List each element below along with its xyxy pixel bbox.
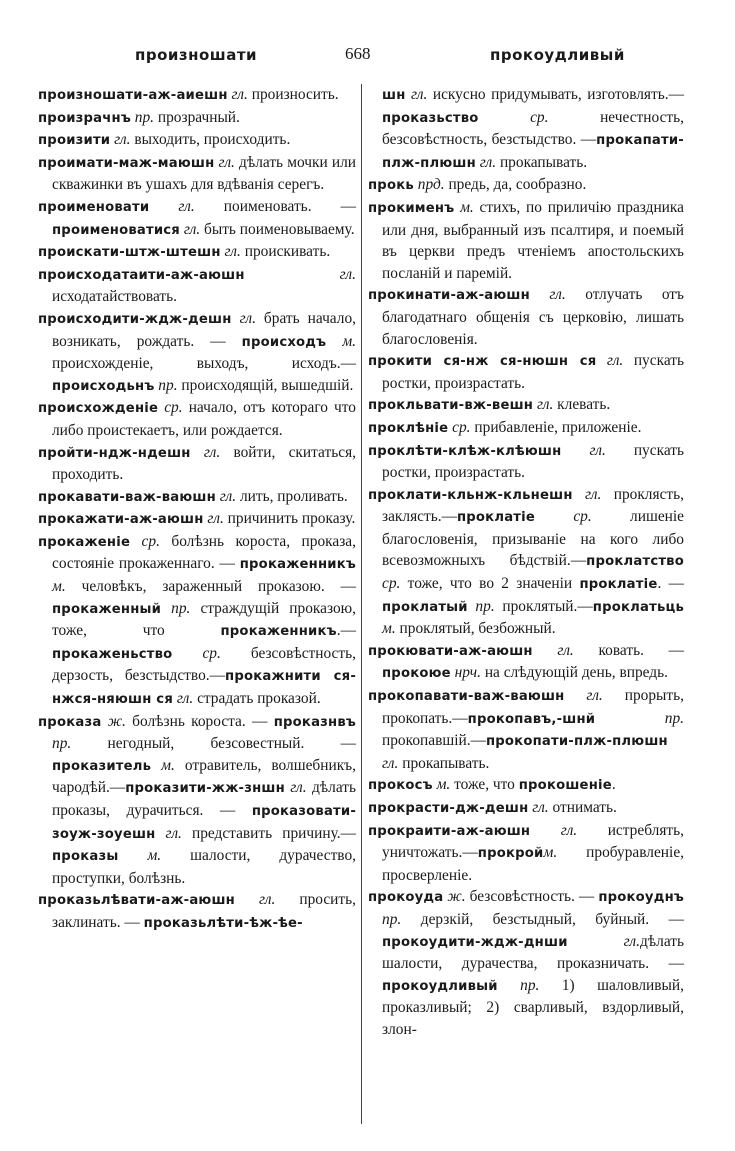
left-column [38, 84, 356, 935]
grammar-label: гл. [155, 824, 192, 842]
grammar-label: ср. [158, 399, 189, 417]
headword: проказовати-зоуж-зоуешн [52, 804, 356, 842]
headword: проискати-штж-штешн [38, 245, 221, 261]
headword: прокаженіе [38, 534, 131, 550]
grammar-label: гл. [244, 265, 356, 283]
dictionary-entry [38, 889, 356, 934]
grammar-label: гл. [149, 197, 224, 215]
headword: прокосъ [368, 778, 433, 794]
grammar-label: гл. [234, 891, 300, 909]
definition-text: выходить, происходить. [134, 131, 291, 149]
grammar-label: гл. [564, 687, 625, 705]
dictionary-entry [368, 350, 684, 394]
definition-text: проклятый.— [502, 597, 593, 615]
definition-text: предь, да, сообразно. [448, 176, 587, 194]
definition-text: стихъ, по приличію праздника или дня, выбранный изъ псалтиря, и поемый въ церкви предъ чтеніемъ апостольскихъ посланій и паремій. [382, 198, 684, 282]
grammar-label: гл. [203, 510, 228, 528]
dictionary-entry [38, 442, 356, 486]
definition-text: пробуравленіе, просверленіе. [382, 844, 684, 884]
headword: прокавати-важ-ваюшн [38, 489, 216, 505]
definition-text: болѣзнь короста. — [132, 712, 274, 730]
grammar-label: пр. [497, 976, 562, 994]
headword: шн [382, 88, 406, 103]
headword: проклатьць [592, 599, 684, 615]
grammar-label: гл. [475, 153, 500, 171]
headword: проказы [52, 849, 119, 865]
definition-text: шалости, дурачество, проступки, болѣзнь. [52, 847, 356, 887]
grammar-label: пр. [161, 599, 201, 617]
definition-text: прорыть, прокопать.— [382, 687, 684, 727]
dictionary-entry [368, 484, 684, 640]
grammar-label: ср. [382, 575, 408, 593]
grammar-label: гл. [528, 799, 553, 816]
grammar-label: гл. [561, 441, 634, 459]
definition-text: дѣлать проказы, дурачиться. — [52, 779, 356, 819]
dictionary-entry [368, 394, 684, 417]
definition-text: отравитель, волшебникъ, чародѣй.— [52, 756, 356, 797]
page-header [40, 42, 700, 72]
definition-text: прибавленіе, приложеніе. [474, 418, 642, 436]
headword: прокоюе [382, 666, 451, 682]
headword: происхожденіе [38, 401, 159, 417]
headword: проказьство [382, 110, 479, 126]
definition-text: прокопавшій.— [382, 732, 486, 750]
dictionary-entry [38, 107, 356, 130]
headword: происходатаити-аж-аюшн [38, 267, 245, 283]
definition-text: клевать. [557, 396, 611, 414]
headword: прокопати-плж-плюшн [485, 734, 668, 750]
dictionary-entry [38, 308, 356, 397]
headword: проказитель [52, 758, 152, 774]
grammar-label: м. [382, 620, 400, 638]
dictionary-entry [368, 417, 684, 440]
definition-text: проклясть, заклясть.— [382, 485, 684, 526]
headword: прокоудити-ждж-днши [382, 934, 568, 950]
definition-text: происхожденіе, выходъ, исходъ.— [52, 355, 356, 373]
definition-text: .— [336, 622, 356, 640]
definition-text: пускать ростки, произрастать. [382, 441, 684, 482]
grammar-label: гл. [214, 153, 240, 171]
dictionary-entry [368, 774, 684, 797]
grammar-label: м. [118, 847, 191, 865]
grammar-label: гл. [179, 220, 205, 238]
headword: происходъ [241, 334, 327, 350]
headword: происходьнъ [52, 378, 155, 394]
headword: прокаженникъ [239, 557, 356, 573]
definition-text: истреблять, уничтожать.— [382, 821, 684, 862]
definition-text: начало, отъ котораго что либо проистекаетъ, или рождается. [52, 399, 356, 439]
headword: проказити-жж-зншн [125, 781, 285, 797]
definition-text: быть поименовываему. [204, 220, 355, 238]
dictionary-entry [368, 820, 684, 887]
grammar-label: гл. [284, 779, 312, 797]
headword: проклатство [586, 554, 684, 570]
headword: проказьлѣвати-аж-аюшн [38, 893, 235, 909]
grammar-label: гл. [596, 352, 634, 370]
definition-text: отнимать. [552, 799, 617, 816]
definition-text: негодный, безсовестный. — [107, 735, 356, 753]
grammar-label: гл. [173, 690, 198, 708]
definition-text: представить причину.— [191, 824, 356, 842]
headword: прокоудливый [382, 978, 498, 994]
definition-text: причинить проказу. [227, 510, 356, 528]
definition-text: проклятый, безбожный. [399, 620, 556, 638]
dictionary-entry [38, 129, 356, 152]
definition-text: лишеніе благословенія, призываніе на кого либо всевозможныхъ бѣдствій.— [382, 508, 684, 570]
headword: прокаженный [52, 601, 162, 617]
headword: прокрасти-дж-дешн [368, 801, 529, 816]
definition-text: прокапывать. [499, 153, 588, 171]
grammar-label: гл. [533, 396, 558, 414]
definition-text: прозрачный. [157, 108, 240, 126]
definition-text: тоже, что во 2 значеніи [407, 575, 580, 593]
headword: прокоуда [368, 890, 444, 906]
definition-text: дерзкій, безстыдный, буйный. — [420, 910, 684, 928]
grammar-label: гл. [572, 485, 614, 503]
headword: прокаженьство [52, 646, 173, 662]
definition-text: проискивать. [244, 243, 331, 261]
grammar-label: гл. [231, 309, 264, 327]
definition-text: пускать ростки, произрастать. [382, 352, 684, 392]
grammar-label: пр. [130, 108, 158, 126]
dictionary-entry [368, 440, 684, 484]
headword: проклѣніе [368, 420, 449, 436]
dictionary-entry [368, 84, 684, 174]
dictionary-entry [38, 397, 356, 441]
definition-text: просить, заклинать. — [52, 891, 356, 931]
running-head-left: произношати [135, 46, 258, 64]
headword: пройти-ндж-ндешн [38, 445, 191, 461]
definition-text: ковать. — [598, 641, 685, 659]
grammar-label: гл. [567, 932, 640, 950]
headword: прокинати-аж-аюшн [368, 288, 530, 304]
dictionary-entry [368, 284, 684, 350]
headword: прокажати-аж-аюшн [38, 512, 204, 528]
headword: прокименъ [368, 200, 455, 216]
headword: проказнвъ [273, 714, 356, 730]
definition-text: страдать проказой. [197, 690, 321, 708]
definition-text: произносить. [251, 86, 339, 103]
definition-text: безсовѣстность, дерзость, безстыдство.— [52, 644, 356, 685]
grammar-label: ср. [448, 418, 475, 436]
headword: прокь [368, 178, 414, 194]
right-column [368, 84, 684, 1041]
dictionary-entry [368, 685, 684, 774]
grammar-label: гл. [227, 86, 252, 103]
grammar-label: ж. [443, 888, 470, 906]
dictionary-entry [38, 196, 356, 241]
column-divider [361, 84, 362, 1124]
grammar-label: гл. [110, 131, 135, 149]
dictionary-entry [38, 152, 356, 196]
headword: произити [38, 133, 111, 149]
headword: прокити ся-нж ся-нюшн ся [368, 354, 597, 370]
headword: произношати-аж-аиешн [38, 88, 228, 103]
dictionary-entry [38, 531, 356, 711]
definition-text: тоже, что [454, 776, 519, 794]
dictionary-entry [368, 886, 684, 1040]
definition-text: отлучать отъ благодатнаго общенія съ церковію, лишать благословенія. [382, 286, 684, 348]
definition-text: лить, проливать. [239, 487, 348, 505]
grammar-label: гл. [190, 443, 234, 461]
definition-text: нечестность, безсовѣстность, безстыдство. — [382, 108, 684, 149]
headword: прокаженникъ [220, 624, 337, 640]
definition-text: войти, скитаться, проходить. [52, 443, 356, 484]
headword: проименоватися [52, 222, 180, 238]
running-head-right: прокоудливый [490, 46, 625, 64]
definition-text: брать начало, возникать, рождать. — [52, 309, 356, 350]
headword: прокльвати-вж-вешн [368, 398, 534, 414]
grammar-label: ср. [130, 532, 172, 550]
definition-text: дѣлать шалости, дурачества, проказничать. — [382, 932, 684, 973]
headword: прокоуднъ [598, 890, 685, 906]
headword: проклатый [382, 599, 468, 615]
grammar-label: ж. [101, 712, 133, 730]
dictionary-entry [38, 486, 356, 509]
grammar-label: гл. [532, 641, 599, 659]
grammar-label: гл. [530, 821, 608, 839]
dictionary-entry [368, 640, 684, 685]
headword: прокажнити ся-нжся-няюшн ся [52, 669, 356, 708]
headword: проклатіе [579, 577, 658, 593]
headword: проказьлѣти-ѣж-ѣе- [143, 915, 303, 931]
definition-text: болѣзнь короста, проказа, состояніе прокаженнаго. — [52, 532, 356, 573]
definition-text: на слѣдующій день, впредь. [484, 664, 668, 682]
definition-text: прокапывать. [402, 754, 490, 772]
definition-text: 1) шаловливый, проказливый; 2) сварливый, вздорливый, злон- [382, 976, 684, 1038]
grammar-label: м. [326, 332, 356, 350]
grammar-label: м. [151, 756, 185, 774]
grammar-label: м. [543, 844, 587, 862]
definition-text: безсовѣстность. — [469, 888, 599, 906]
headword: произрачнъ [38, 110, 131, 126]
page-number: 668 [345, 44, 371, 63]
grammar-label: м. [454, 198, 480, 216]
dictionary-entry [38, 711, 356, 890]
headword: проименовати [38, 199, 150, 215]
headword: проказа [38, 714, 102, 730]
definition-text: человѣкъ, зараженный проказою. — [81, 578, 356, 596]
grammar-label: гл. [405, 86, 433, 103]
grammar-label: пр. [52, 735, 108, 753]
grammar-label: ср. [535, 508, 631, 526]
dictionary-entry [38, 264, 356, 308]
definition-text: . [611, 776, 616, 794]
definition-text: страждущій проказою, тоже, что [52, 599, 356, 640]
grammar-label: пр. [595, 709, 684, 727]
definition-text: поименовать. — [223, 197, 356, 215]
headword: проклѣти-клѣж-клѣюшн [368, 443, 562, 459]
grammar-label: нрч. [450, 664, 485, 682]
grammar-label: пр. [154, 376, 182, 394]
dictionary-entry [38, 241, 356, 264]
dictionary-entry [38, 84, 356, 107]
headword: прокювати-аж-аюшн [368, 643, 533, 659]
grammar-label: гл. [220, 243, 245, 261]
grammar-label: пр. [382, 910, 421, 928]
definition-text: исходатайствовать. [52, 288, 177, 306]
headword: прокраити-аж-аюшн [368, 823, 531, 839]
grammar-label: прд. [413, 176, 449, 194]
dictionary-entry [368, 197, 684, 284]
grammar-label: м. [52, 578, 82, 596]
headword: происходити-ждж-дешн [38, 311, 232, 327]
grammar-label: гл. [215, 487, 240, 505]
definition-text: дѣлать мочки или скважинки въ ушахъ для вдѣванія серегъ. [52, 153, 356, 194]
headword: прокопавъ,-шнй [467, 711, 596, 727]
dictionary-entry [368, 174, 684, 197]
headword: проклатіе [456, 510, 535, 526]
definition-text: искусно придумывать, изготовлять.— [432, 86, 684, 103]
grammar-label: ср. [172, 644, 251, 662]
dictionary-entry [38, 508, 356, 531]
headword: проимати-маж-маюшн [38, 155, 215, 171]
grammar-label: ср. [478, 108, 601, 126]
headword: прокапати-плж-плюшн [382, 133, 684, 171]
headword: прокошеніе [518, 778, 612, 794]
grammar-label: гл. [382, 754, 403, 772]
grammar-label: пр. [467, 597, 503, 615]
dictionary-entry [368, 797, 684, 820]
grammar-label: м. [432, 776, 455, 794]
grammar-label: гл. [529, 286, 586, 304]
definition-text: . — [657, 575, 684, 593]
headword: прокрой [477, 846, 544, 862]
headword: прокопавати-важ-ваюшн [368, 689, 565, 705]
headword: проклати-кльнж-кльнешн [368, 487, 573, 503]
definition-text: происходящій, вышедшій. [181, 376, 354, 394]
